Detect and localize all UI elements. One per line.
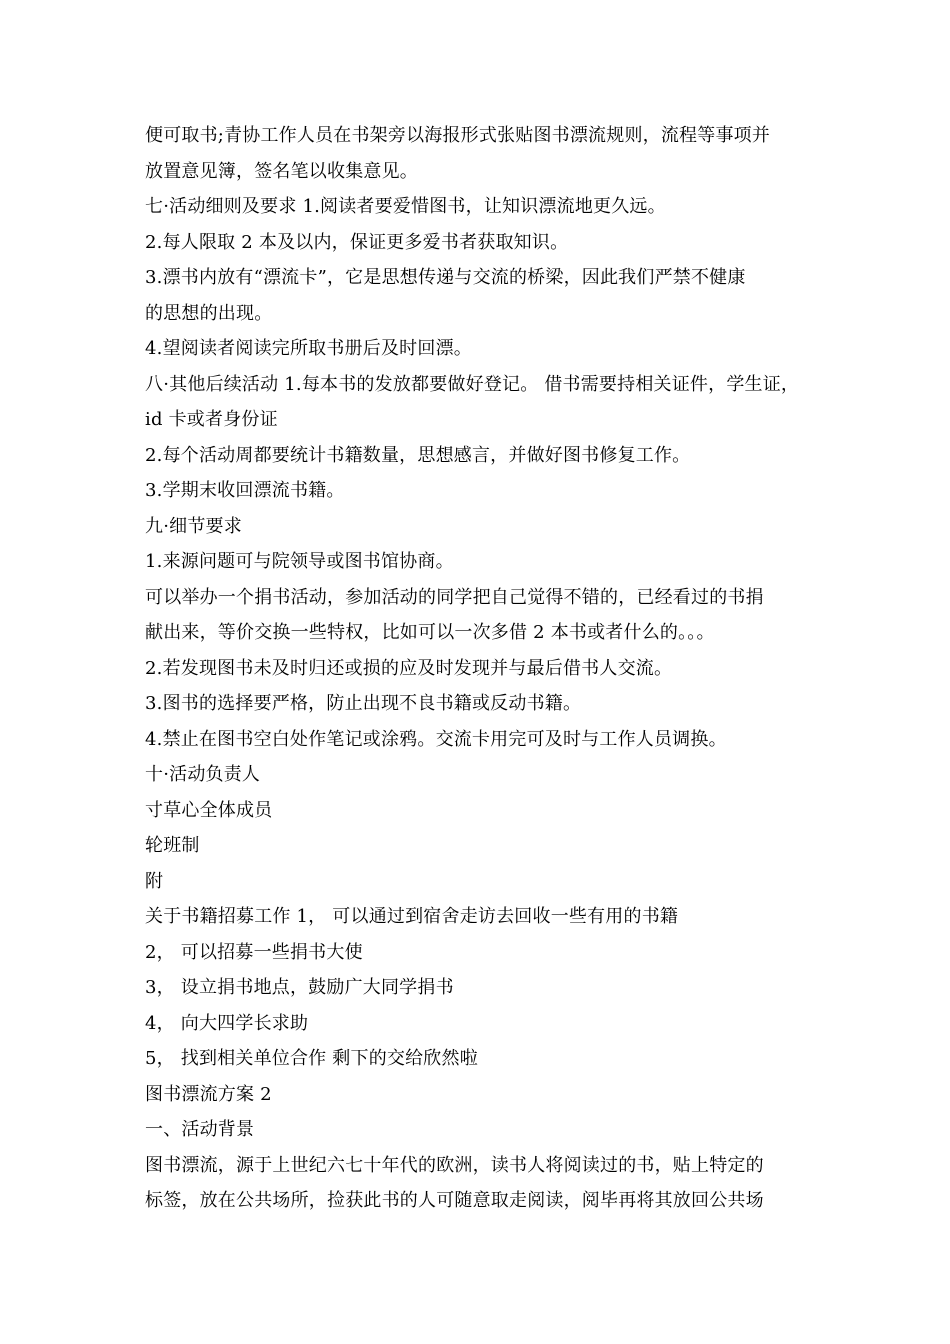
text-line: 便可取书;青协工作人员在书架旁以海报形式张贴图书漂流规则，流程等事项并 bbox=[145, 125, 771, 146]
text-line: 放置意见簿，签名笔以收集意见。 bbox=[145, 160, 418, 182]
text-line: 的思想的出现。 bbox=[145, 302, 273, 324]
appendix-heading: 附 bbox=[145, 870, 164, 892]
text-line: 寸草心全体成员 bbox=[145, 799, 273, 821]
plan-title: 图书漂流方案 2 bbox=[145, 1083, 272, 1105]
text-line: 2.每人限取 2 本及以内，保证更多爱书者获取知识。 bbox=[145, 231, 569, 253]
section-heading-8: 八·其他后续活动 1.每本书的发放都要做好登记。 借书需要持相关证件，学生证， bbox=[145, 373, 800, 395]
text-line: id 卡或者身份证 bbox=[145, 409, 278, 430]
text-line: 3.漂书内放有“漂流卡”，它是思想传递与交流的桥梁，因此我们严禁不健康 bbox=[145, 267, 746, 288]
text-line: 标签，放在公共场所，捡获此书的人可随意取走阅读，阅毕再将其放回公共场 bbox=[145, 1190, 764, 1211]
document-body bbox=[145, 118, 825, 1219]
text-line: 3.图书的选择要严格，防止出现不良书籍或反动书籍。 bbox=[145, 693, 582, 714]
text-line: 3.学期末收回漂流书籍。 bbox=[145, 480, 345, 501]
text-line: 图书漂流，源于上世纪六七十年代的欧洲，读书人将阅读过的书，贴上特定的 bbox=[145, 1154, 764, 1176]
section-heading-7: 七·活动细则及要求 1.阅读者要爱惜图书，让知识漂流地更久远。 bbox=[145, 196, 666, 217]
text-line: 可以举办一个捐书活动，参加活动的同学把自己觉得不错的，已经看过的书捐 bbox=[145, 586, 764, 608]
text-line: 献出来，等价交换一些特权，比如可以一次多借 2 本书或者什么的。。。 bbox=[145, 622, 715, 643]
text-line: 2， 可以招募一些捐书大使 bbox=[145, 941, 363, 963]
text-line: 轮班制 bbox=[145, 835, 200, 856]
text-line: 3， 设立捐书地点，鼓励广大同学捐书 bbox=[145, 977, 454, 998]
section-heading-1: 一、活动背景 bbox=[145, 1119, 255, 1140]
text-line: 4.望阅读者阅读完所取书册后及时回漂。 bbox=[145, 338, 472, 359]
text-line: 4， 向大四学长求助 bbox=[145, 1012, 309, 1034]
text-line: 4.禁止在图书空白处作笔记或涂鸦。交流卡用完可及时与工作人员调换。 bbox=[145, 728, 727, 750]
text-line: 5， 找到相关单位合作 剩下的交给欣然啦 bbox=[145, 1048, 478, 1069]
text-line: 2.若发现图书未及时归还或损的应及时发现并与最后借书人交流。 bbox=[145, 657, 673, 679]
text-line: 关于书籍招募工作 1， 可以通过到宿舍走访去回收一些有用的书籍 bbox=[145, 906, 679, 927]
text-line: 1.来源问题可与院领导或图书馆协商。 bbox=[145, 551, 454, 572]
section-heading-10: 十·活动负责人 bbox=[145, 764, 261, 785]
section-heading-9: 九·细节要求 bbox=[145, 515, 242, 537]
text-line: 2.每个活动周都要统计书籍数量，思想感言，并做好图书修复工作。 bbox=[145, 444, 691, 466]
